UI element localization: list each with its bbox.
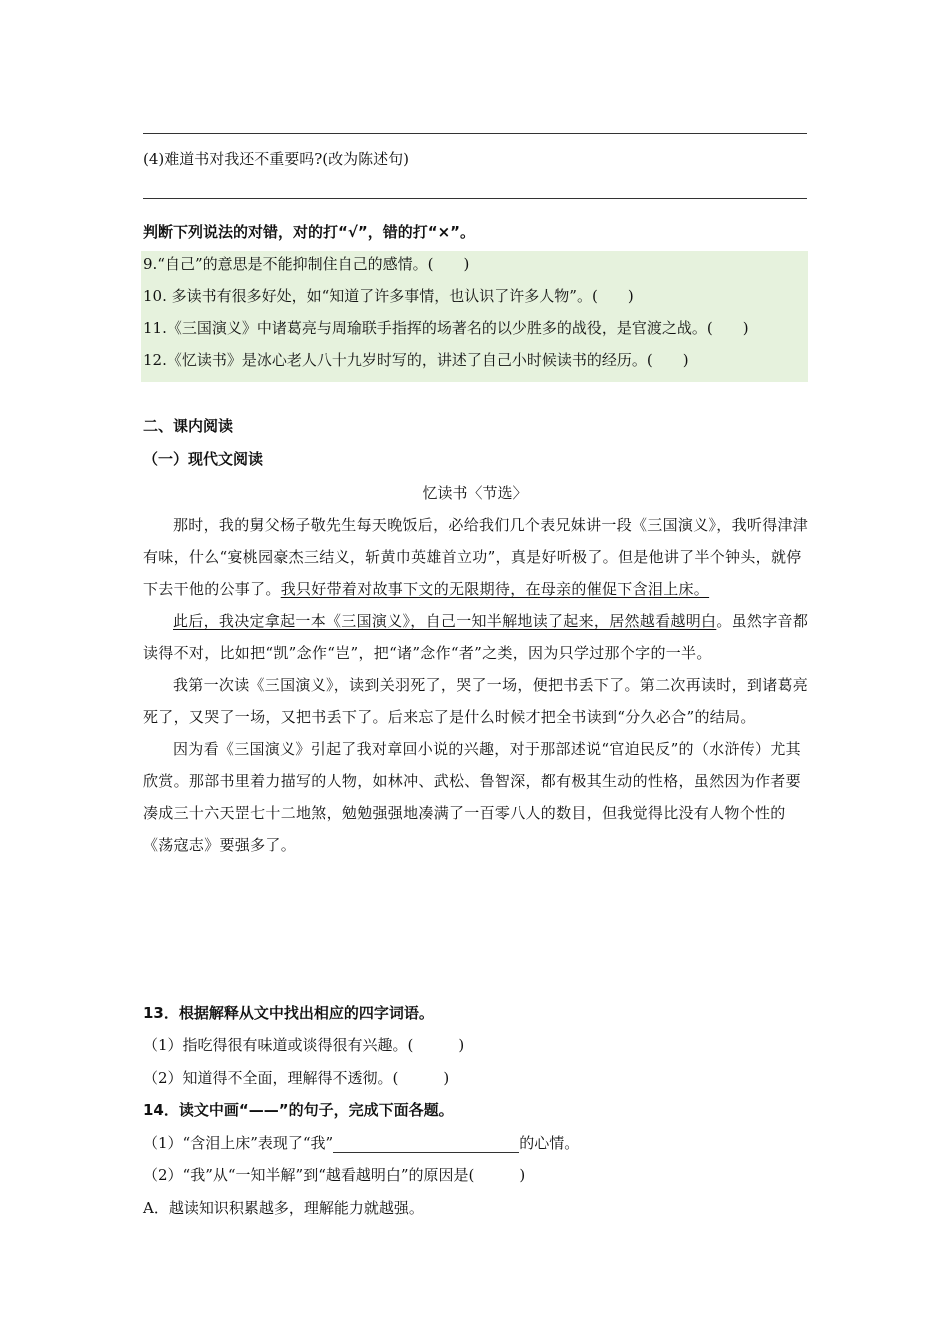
underlined-sentence-2: 此后，我决定拿起一本《三国演义》，自己一知半解地读了起来，居然越看越明白 (173, 612, 717, 630)
question-14: 14．读文中画“——”的句子，完成下面各题。 (143, 1101, 454, 1119)
underlined-sentence-1: 我只好带着对故事下文的无限期待，在母亲的催促下含泪上床。 (280, 580, 710, 598)
section-2-subtitle: （一）现代文阅读 (143, 450, 264, 468)
article-title: 忆读书〈节选〉 (422, 484, 528, 502)
question-13: 13．根据解释从文中找出相应的四字词语。 (143, 1004, 434, 1022)
answer-blank[interactable] (333, 1138, 519, 1153)
paragraph-4: 因为看《三国演义》引起了我对章回小说的兴趣，对于那部述说“官迫民反”的（水浒传）尤其欣赏。那部书里着力描写的人物，如林冲、武松、鲁智深，都有极其生动的性格，虽然因为作者要凑成三十六天罡七十二地煞，勉勉强强地凑满了一百零八人的数目，但我觉得比没有人物个性的《荡寇志》要强多了。 (143, 740, 801, 854)
judge-item-11: 11.《三国演义》中诸葛亮与周瑜联手指挥的场著名的以少胜多的战役，是官渡之战。( ) (143, 319, 749, 337)
paragraph-3: 我第一次读《三国演义》，读到关羽死了，哭了一场，便把书丢下了。第二次再读时，到诸葛亮死了，又哭了一场，又把书丢下了。后来忘了是什么时候才把全书读到“分久必合”的结局。 (143, 676, 809, 726)
question-14-2: （2）“我”从“一知半解”到“越看越明白”的原因是( ) (143, 1166, 526, 1184)
answer-line (143, 133, 807, 134)
section-2-title: 二、课内阅读 (143, 417, 234, 435)
question-14-1: （1）“含泪上床”表现了“我” 的心情。 (143, 1134, 580, 1152)
judge-item-10: 10. 多读书有很多好处，如“知道了许多事情，也认识了许多人物”。( ) (143, 287, 634, 305)
option-a: A．越读知识积累越多，理解能力就越强。 (143, 1199, 424, 1217)
judge-heading: 判断下列说法的对错，对的打“√”，错的打“×”。 (143, 223, 476, 241)
judge-item-9: 9.“自己”的意思是不能抑制住自己的感情。( ) (143, 255, 470, 273)
paragraph-1: 那时，我的舅父杨子敬先生每天晚饭后，必给我们几个表兄妹讲一段《三国演义》，我听得津津有味，什么“宴桃园豪杰三结义，斩黄巾英雄首立功”，真是好听极了。但是他讲了半个钟头，就停下去干他的公事了。我只好带着对故事下文的无限期待，在母亲的催促下含泪上床。 (143, 516, 809, 598)
question-13-1: （1）指吃得很有味道或谈得很有兴趣。( ) (143, 1036, 465, 1054)
judge-item-12: 12.《忆读书》是冰心老人八十九岁时写的，讲述了自己小时候读书的经历。( ) (143, 351, 689, 369)
question-4: (4)难道书对我还不重要吗?(改为陈述句) (143, 150, 409, 168)
paragraph-2: 此后，我决定拿起一本《三国演义》，自己一知半解地读了起来，居然越看越明白。虽然字音都读得不对，比如把“凯”念作“岂”，把“诸”念作“者”之类，因为只学过那个字的一半。 (143, 612, 809, 662)
answer-line (143, 198, 807, 199)
article-body (143, 509, 809, 861)
question-13-2: （2）知道得不全面，理解得不透彻。( ) (143, 1069, 450, 1087)
